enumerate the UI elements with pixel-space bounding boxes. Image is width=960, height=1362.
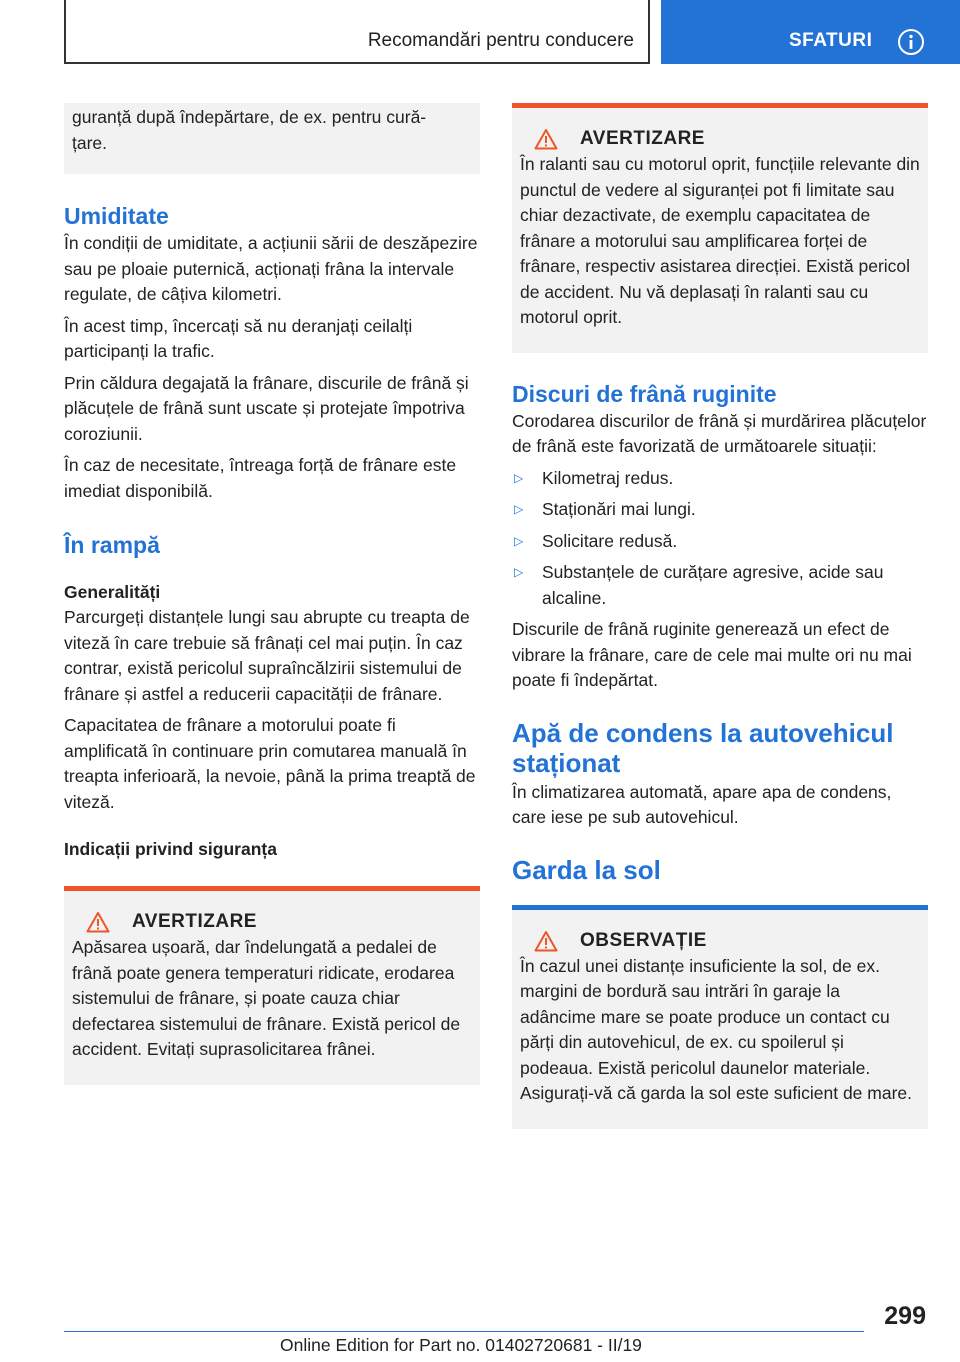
rust-list bbox=[512, 466, 928, 612]
section-title: Recomandări pentru conducere bbox=[367, 30, 634, 51]
continued-text: guranță după îndepărtare, de ex. pentru cură‐țare. bbox=[72, 107, 427, 153]
triangle-bullet-icon: ▷ bbox=[514, 470, 524, 485]
info-icon bbox=[897, 28, 925, 56]
triangle-bullet-icon: ▷ bbox=[514, 502, 524, 516]
humidity-paragraph-3: Prin căldura degajată la frânare, discurile de frână și plăcuțele de frână sunt uscate și protejate împotriva coroziunii. bbox=[64, 372, 469, 444]
rust-outro: Discurile de frână ruginite generează un efect de vibrare la frânare, care de cele mai multe ori nu mai poate fi îndepărtat. bbox=[512, 619, 912, 690]
warning-triangle-icon bbox=[86, 911, 110, 933]
safety-heading: Indicații privind siguranța bbox=[64, 839, 277, 859]
humidity-heading: Umiditate bbox=[64, 203, 169, 229]
edition-text: Online Edition for Part no. 01402720681 - II/19 bbox=[280, 1335, 642, 1355]
warning-text: Apăsarea ușoară, dar îndelungată a pedalei de frână poate genera temperaturi ridicate, erodarea sistemului de frânare, și poate cauza chiar defectarea sistemului de frânare. Există pericol de accident. Evitați suprasolicitarea frânei. bbox=[72, 937, 461, 1059]
triangle-bullet-icon: ▷ bbox=[514, 533, 524, 548]
page-number: 299 bbox=[884, 1302, 926, 1330]
triangle-bullet-icon: ▷ bbox=[514, 565, 524, 579]
warning-title: AVERTIZARE bbox=[580, 128, 705, 149]
right-column bbox=[512, 103, 928, 1129]
general-heading: Generalități bbox=[64, 582, 161, 602]
notice-text: În cazul unei distanțe insuficiente la sol, de ex. margini de bordură sau intrări în garaje la adâncime mare se poate produce un contact cu părți din autovehicul, de ex. cu spoilerul și podeaua. Există pericolul daunelor materiale. Asigurați-vă că garda la sol este suficient de mare. bbox=[520, 955, 912, 1103]
continued-warning-box bbox=[64, 103, 480, 174]
general-paragraph-2: Capacitatea de frânare a motorului poate fi amplificată în continuare prin comutarea manuală în treapta inferioară, la nevoie, până la prima treaptă de viteză. bbox=[64, 715, 476, 812]
warning-box bbox=[64, 886, 480, 1085]
rust-intro: Corodarea discurilor de frână și murdărirea plăcuțelor de frână este favorizată de următoarele situații: bbox=[512, 410, 927, 456]
condensation-text: În climatizarea automată, apare apa de condens, care iese pe sub autovehicul. bbox=[512, 781, 892, 827]
notice-title: OBSERVAȚIE bbox=[580, 929, 707, 951]
list-item: ▷ Kilometraj redus. bbox=[512, 466, 928, 492]
header-section-box bbox=[64, 0, 650, 64]
warning-triangle-icon bbox=[534, 128, 558, 150]
general-paragraph-1: Parcurgeți distanțele lungi sau abrupte cu treapta de viteză în care trebuie să frânați cel mai puțin. În caz contrar, există pericolul supraîncălzirii sistemului de frânare și astfel a reducerii capacității de frânare. bbox=[64, 607, 470, 704]
list-item: ▷ Solicitare redusă. bbox=[512, 529, 928, 555]
clearance-heading: Garda la sol bbox=[512, 854, 661, 885]
notice-box bbox=[512, 905, 928, 1129]
chapter-label: SFATURI bbox=[789, 30, 873, 51]
footer-rule bbox=[64, 1331, 864, 1332]
list-item: ▷ Substanțele de curățare agresive, acide sau alcaline. bbox=[512, 560, 928, 611]
condensation-heading: Apă de condens la autovehicul staționat bbox=[512, 717, 894, 778]
warning-text: În ralanti sau cu motorul oprit, funcțiile relevante din punctul de vedere al siguranței pot fi limitate sau chiar dezactivate, de exemplu capacitatea de frânare a motorului sau amplificarea forței de frânare, respectiv asistarea direcției. Există pericol de accident. Nu vă deplasați în ralanti sau cu motorul oprit. bbox=[520, 154, 920, 327]
humidity-paragraph-1: În condiții de umiditate, a acțiunii sării de deszăpezire sau pe ploaie puternică, acționați frâna la intervale regulate, de câțiva kilometri. bbox=[64, 233, 478, 304]
warning-box bbox=[512, 103, 928, 353]
humidity-paragraph-2: În acest timp, încercați să nu deranjați ceilalți participanți la trafic. bbox=[64, 315, 413, 361]
warning-title: AVERTIZARE bbox=[132, 911, 257, 932]
left-column bbox=[64, 103, 480, 1085]
list-item: ▷ Staționări mai lungi. bbox=[512, 497, 928, 523]
warning-triangle-icon bbox=[534, 930, 558, 952]
humidity-paragraph-4: În caz de necesitate, întreaga forță de frânare este imediat disponibilă. bbox=[64, 455, 457, 501]
rust-heading: Discuri de frână ruginite bbox=[512, 380, 777, 407]
chapter-tab[interactable] bbox=[661, 0, 960, 64]
ramp-heading: În rampă bbox=[64, 532, 160, 558]
